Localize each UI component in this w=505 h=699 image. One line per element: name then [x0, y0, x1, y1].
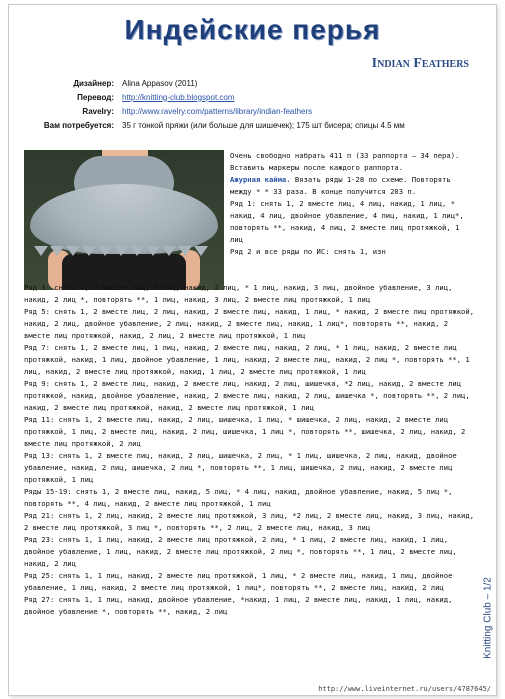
info-row-ravelry — [26, 104, 476, 118]
row-11: Ряд 11: снять 1, 2 вместе лиц, накид, 2 лиц, шишечка, 1 лиц, * шишечка, 2 лиц, накид, 2 вместе лиц протяжкой, 1 лиц, 2 вместе лиц, накид, 2 лиц, шишечка, 1 лиц *, повторять **, шишечка, 2 лиц, накид, 2 вместе лиц протяжкой, 2 лиц — [24, 415, 466, 448]
lace-edge-text: Вязать ряды 1-28 по схеме. Повторять между * * 33 раза. В конце получится 203 п. — [230, 175, 451, 196]
lace-edge-heading: Ажурная кайма. — [230, 175, 291, 184]
instructions — [24, 282, 476, 618]
side-label: Knitting Club – 1/2 — [482, 577, 494, 659]
intro-text — [230, 150, 475, 258]
row-9: Ряд 9: снять 1, 2 вместе лиц, накид, 2 вместе лиц, накид, 2 лиц, шишечка, *2 лиц, накид, 2 вместе лиц протяжкой, накид, двойное убавление, накид, 2 вместе лиц, накид, 2 лиц, шишечка *, повторять **, 2 лиц, накид, 2 вместе лиц протяжкой, накид, 2 вместе лиц протяжкой, 1 лиц — [24, 379, 470, 412]
row-5: Ряд 5: снять 1, 2 вместе лиц, 2 лиц, накид, 2 вместе лиц, накид, 1 лиц, * накид, 2 вместе лиц протяжкой, накид, 2 лиц, двойное убавление, 2 лиц, накид, 2 вместе лиц, накид, 1 лиц*, повторять **, накид, 2 вместе лиц протяжкой, накид, 2 лиц, 2 вместе лиц протяжкой, 1 лиц — [24, 307, 475, 340]
info-label: Ravelry: — [82, 106, 114, 116]
row-25: Ряд 25: снять 1, 1 лиц, накид, 2 вместе лиц протяжкой, 1 лиц, * 2 вместе лиц, накид, 1 лиц, двойное убавление, 1 лиц, накид, 2 вместе лиц протяжкой, 1 лиц*, повторять **, 2 вместе лиц, накид, 2 лиц — [24, 571, 453, 592]
info-label: Вам потребуется: — [43, 120, 114, 130]
row-21: Ряд 21: снять 1, 2 лиц, накид, 2 вместе лиц протяжкой, 3 лиц, *2 лиц, 2 вместе лиц, накид, 3 лиц, накид, 2 вместе лиц протяжкой, 3 лиц *, повторять **, 2 лиц, 2 вместе лиц, накид, 3 лиц — [24, 511, 475, 532]
info-label: Дизайнер: — [73, 78, 114, 88]
info-value: 35 г тонкой пряжи (или больше для шишечек); 175 шт бисера; спицы 4.5 мм — [122, 120, 405, 130]
row-1: Ряд 1: снять 1, 2 вместе лиц, 4 лиц, накид, 1 лиц, * накид, 4 лиц, двойное убавление, 4 лиц, накид, 1 лиц*, повторять **, накид, 4 лиц, 2 вместе лиц протяжкой, 1 лиц — [230, 199, 464, 244]
info-value: Alina Appasov (2011) — [122, 78, 198, 88]
pattern-info — [26, 76, 476, 132]
ravelry-link[interactable]: http://www.ravelry.com/patterns/library/indian-feathers — [122, 106, 313, 116]
row-27: Ряд 27: снять 1, 1 лиц, накид, двойное убавление, *накид, 1 лиц, 2 вместе лиц, накид, 1 лиц, накид, двойное убавление *, повторять **, накид, 2 лиц — [24, 595, 453, 616]
page-title: Индейские перья — [124, 14, 381, 45]
watermark-text: http://www.liveinternet.ru/users/4787645/ — [318, 685, 491, 693]
row-2: Ряд 2 и все ряды по ИС: снять 1, изн — [230, 247, 386, 256]
row-7: Ряд 7: снять 1, 2 вместе лиц, 1 лиц, накид, 2 вместе лиц, накид, 2 лиц, * 1 лиц, накид, 2 вместе лиц протяжкой, накид, 1 лиц, двойное убавление, 1 лиц, накид, 2 вместе лиц, накид, 2 лиц *, повторять **, 1 лиц, накид, 2 вместе лиц протяжкой, накид, 1 лиц, 2 вместе лиц протяжкой, 1 лиц — [24, 343, 470, 376]
model-photo — [24, 150, 224, 290]
info-label: Перевод: — [77, 92, 114, 102]
intro-paragraph: Очень свободно набрать 411 п (33 раппорта – 34 пера). Вставить маркеры после каждого раппорта. — [230, 151, 460, 172]
row-3: Ряд 3: снять 1, 2 вместе лиц, 3 лиц, накид, 2 лиц, * 1 лиц, накид, 3 лиц, двойное убавление, 3 лиц, накид, 2 лиц *, повторять **, 1 лиц, накид, 3 лиц, 2 вместе лиц протяжкой, 1 лиц — [24, 283, 453, 304]
info-row-translation — [26, 90, 476, 104]
row-13: Ряд 13: снять 1, 2 вместе лиц, накид, 2 лиц, шишечка, 2 лиц, * 1 лиц, шишечка, 2 лиц, накид, двойное убавление, накид, 2 лиц, шишечка, 2 лиц *, повторять **, 1 лиц, шишечка, 2 лиц, накид, 2 вместе лиц протяжкой, 1 лиц — [24, 451, 457, 484]
page-footer-side — [479, 548, 497, 688]
rows-15-19: Ряды 15-19: снять 1, 2 вместе лиц, накид, 5 лиц, * 4 лиц, накид, двойное убавление, накид, 5 лиц *, повторять **, 4 лиц, накид, 2 вместе лиц протяжкой, 1 лиц — [24, 487, 453, 508]
info-row-materials — [26, 118, 476, 132]
row-23: Ряд 23: снять 1, 1 лиц, накид, 2 вместе лиц протяжкой, 2 лиц, * 1 лиц, 2 вместе лиц, накид, 1 лиц, двойное убавление, 1 лиц, накид, 2 вместе лиц протяжкой, 2 лиц *, повторять **, 1 лиц, 2 вместе лиц, накид, 2 лиц — [24, 535, 457, 568]
lace-edge-paragraph — [230, 174, 475, 198]
translation-link[interactable]: http://knitting-club.blogspot.com — [122, 92, 235, 102]
page-subtitle: Indian Feathers — [371, 56, 469, 71]
info-row-designer — [26, 76, 476, 90]
